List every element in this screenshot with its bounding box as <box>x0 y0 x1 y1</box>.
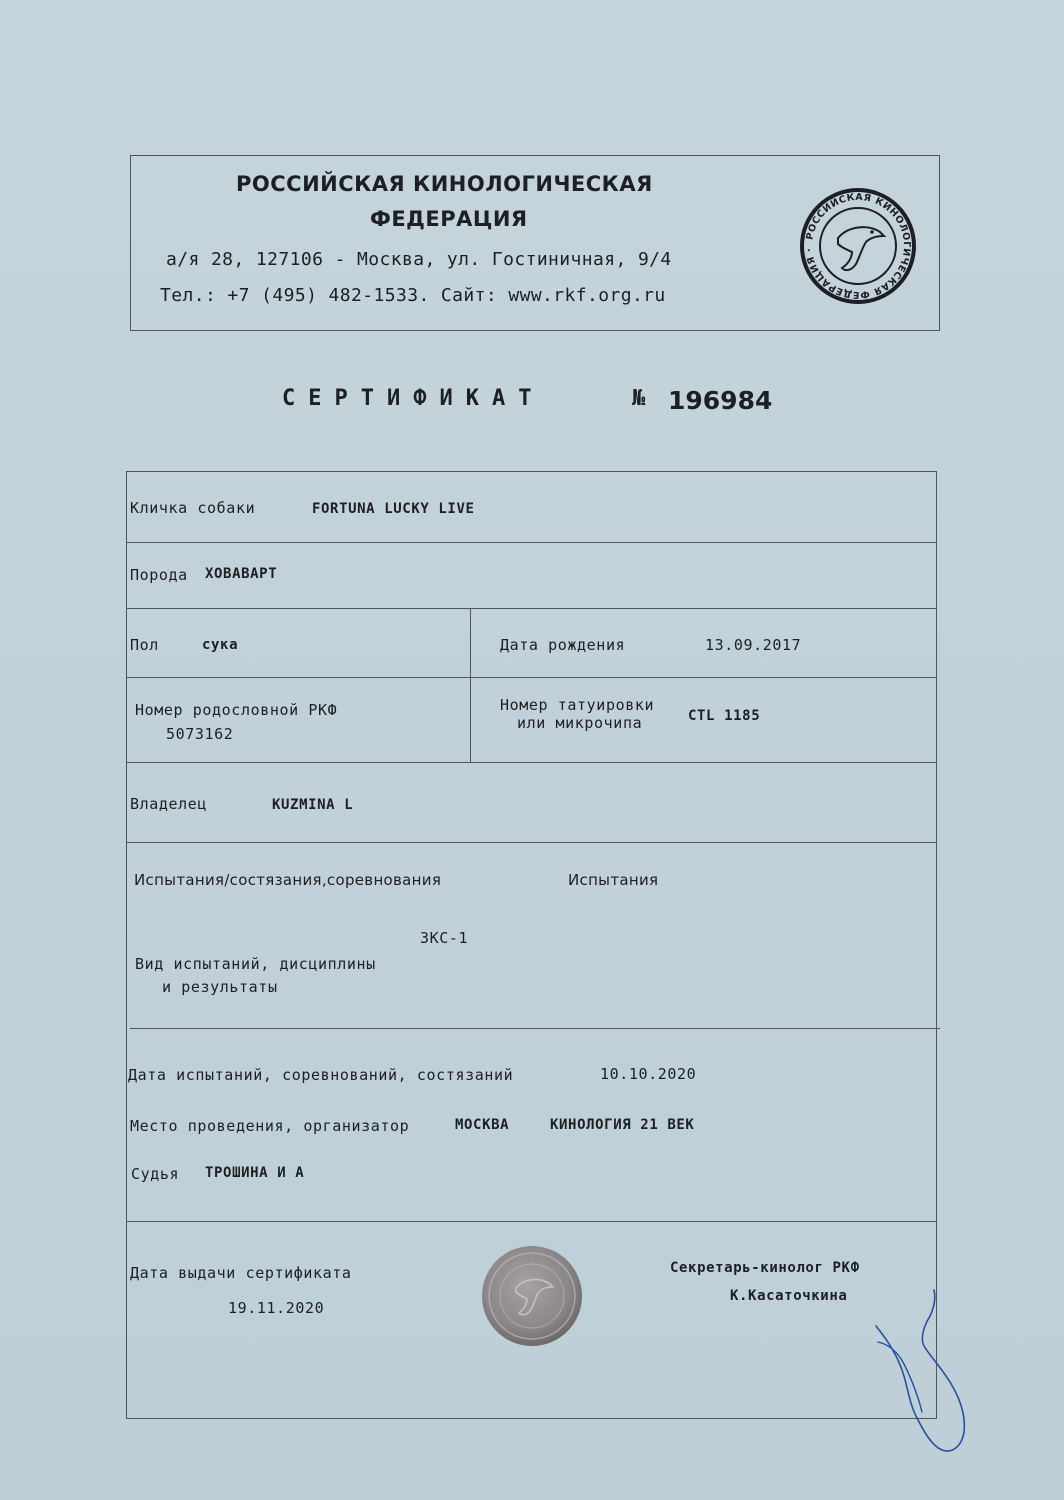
pedigree-value: 5073162 <box>166 725 234 743</box>
trial-date-value: 10.10.2020 <box>600 1065 697 1083</box>
judge-label: Судья <box>131 1165 180 1183</box>
rkf-seal-logo <box>798 186 918 306</box>
issue-date-value: 19.11.2020 <box>228 1299 325 1317</box>
row-divider <box>126 608 937 609</box>
owner-label: Владелец <box>130 795 208 813</box>
tattoo-label-line1: Номер татуировки <box>500 696 655 714</box>
tattoo-value: CTL 1185 <box>688 708 761 724</box>
breed-label: Порода <box>130 566 188 584</box>
trial-place-city: МОСКВА <box>455 1117 510 1133</box>
certificate-title: СЕРТИФИКАТ <box>282 386 545 411</box>
table-left-border <box>126 471 127 1419</box>
row-divider <box>126 677 937 678</box>
trial-result-value: ЗКС-1 <box>420 929 469 947</box>
secretary-name: К.Касаточкина <box>730 1288 848 1304</box>
birth-date-label: Дата рождения <box>500 636 626 654</box>
embossed-stamp <box>480 1244 584 1348</box>
table-bottom-border <box>126 1418 937 1419</box>
trial-place-label: Место проведения, организатор <box>130 1117 410 1135</box>
trial-type-value: Испытания <box>568 871 659 889</box>
table-top-border <box>126 471 937 472</box>
org-name-line2: ФЕДЕРАЦИЯ <box>370 207 528 231</box>
row-divider <box>130 1028 940 1029</box>
birth-date-value: 13.09.2017 <box>705 636 802 654</box>
row-divider <box>126 842 937 843</box>
org-contacts: Тел.: +7 (495) 482-1533. Сайт: www.rkf.org.ru <box>160 285 666 306</box>
row-divider <box>126 1221 937 1222</box>
trial-kind-label-line1: Вид испытаний, дисциплины <box>135 955 376 973</box>
row-divider <box>126 542 937 543</box>
certificate-number: 196984 <box>668 386 773 415</box>
trial-date-label: Дата испытаний, соревнований, состязаний <box>128 1066 514 1084</box>
owner-value: KUZMINA L <box>272 797 354 813</box>
row-divider <box>126 762 937 763</box>
dog-name-label: Кличка собаки <box>130 499 256 517</box>
trial-type-label: Испытания/состязания,соревнования <box>134 871 442 889</box>
certificate-number-sign: № <box>632 386 646 411</box>
breed-value: ХОВАВАРТ <box>205 566 278 582</box>
trial-kind-label-line2: и результаты <box>162 978 278 996</box>
secretary-title: Секретарь-кинолог РКФ <box>670 1260 860 1276</box>
sex-label: Пол <box>130 636 159 654</box>
trial-place-organizer: КИНОЛОГИЯ 21 ВЕК <box>550 1117 695 1133</box>
sex-value: сука <box>202 637 239 653</box>
issue-date-label: Дата выдачи сертификата <box>130 1264 352 1282</box>
signature <box>868 1286 978 1456</box>
dog-name-value: FORTUNA LUCKY LIVE <box>312 501 475 517</box>
pedigree-label: Номер родословной РКФ <box>135 701 338 719</box>
column-divider <box>470 608 471 762</box>
table-right-border <box>936 471 937 1419</box>
judge-value: ТРОШИНА И А <box>205 1165 305 1181</box>
org-name-line1: РОССИЙСКАЯ КИНОЛОГИЧЕСКАЯ <box>236 172 653 196</box>
org-address: а/я 28, 127106 - Москва, ул. Гостиничная, 9/4 <box>166 249 672 270</box>
svg-text:РОССИЙСКАЯ КИНОЛОГИЧЕСКАЯ ФЕДЕ: РОССИЙСКАЯ КИНОЛОГИЧЕСКАЯ ФЕДЕРАЦИЯ · <box>804 191 913 301</box>
tattoo-label-line2: или микрочипа <box>517 714 643 732</box>
